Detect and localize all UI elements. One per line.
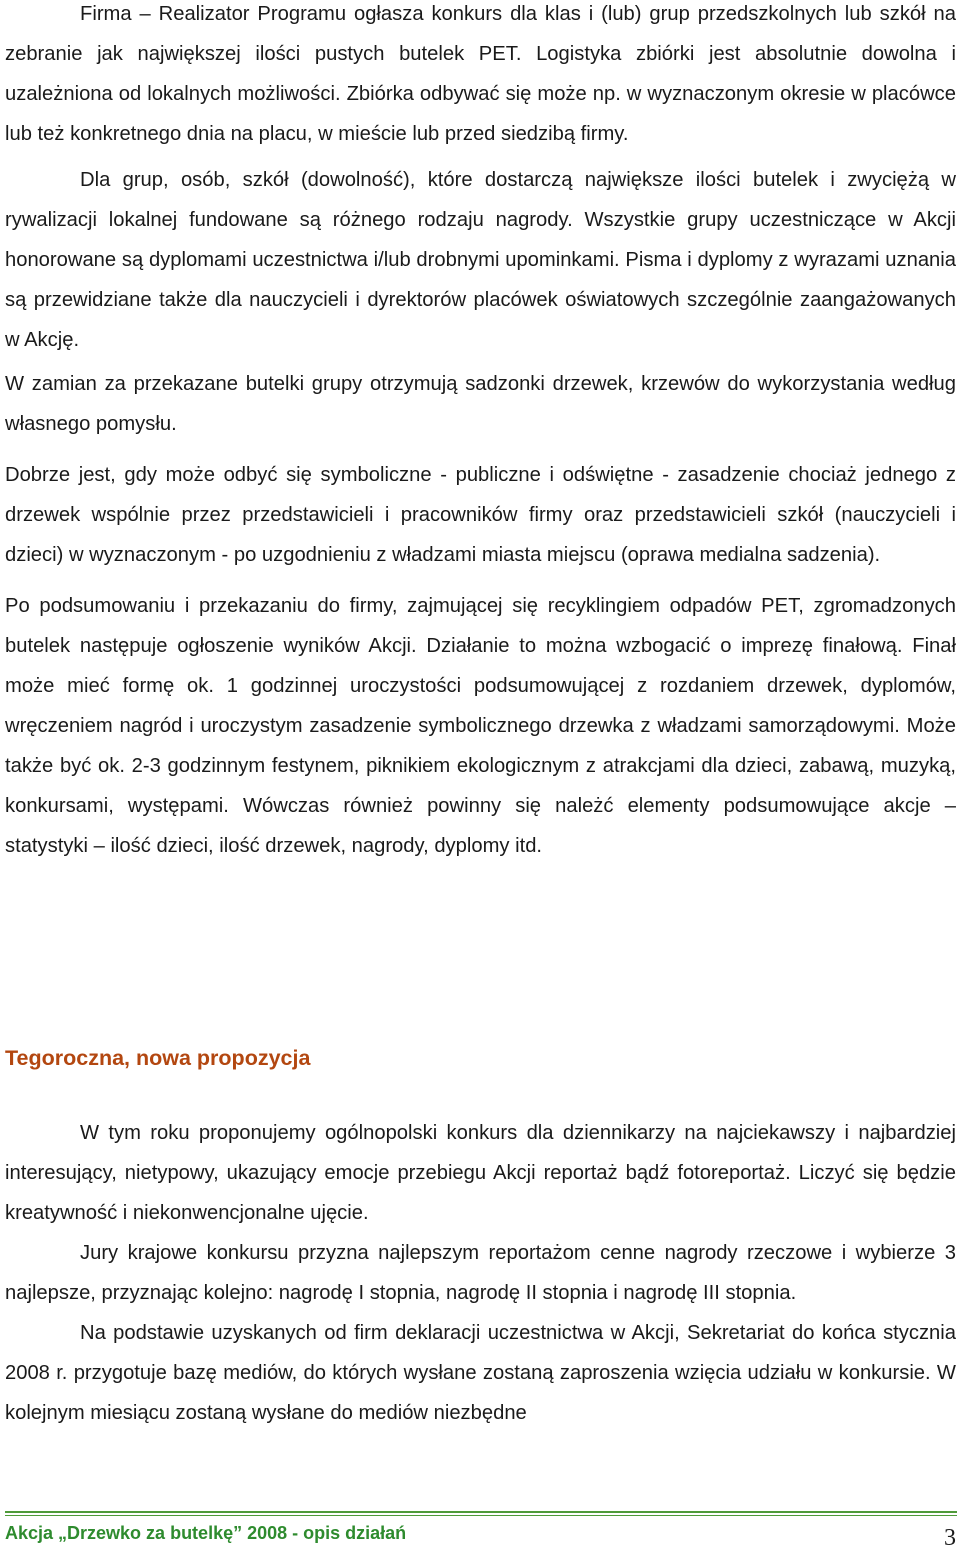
paragraph-media: Na podstawie uzyskanych od firm deklaracji uczestnictwa w Akcji, Sekretariat do końca stycznia 2008 r. przygotuje bazę mediów, do których wysłane zostaną zaproszenia wzięcia udziału w konkursie. W kolejnym miesiącu zostaną wysłane do mediów niezbędne [5,1322,956,1424]
body-text-bottom [5,1113,956,1433]
body-text-top [5,0,956,866]
section-heading: Tegoroczna, nowa propozycja [5,1046,311,1070]
paragraph-planting: Dobrze jest, gdy może odbyć się symboliczne - publiczne i odświętne - zasadzenie chociaż jednego z drzewek wspólnie przez przedstawicieli i pracowników firmy oraz przedstawicieli szkół (nauczycieli i dzieci) w wyznaczonym - po uzgodnieniu z władzami miasta miejscu (oprawa medialna sadzenia). [5,464,956,566]
footer-title: Akcja „Drzewko za butelkę” 2008 - opis działań [5,1523,407,1543]
paragraph-exchange: W zamian za przekazane butelki grupy otrzymują sadzonki drzewek, krzewów do wykorzystania według własnego pomysłu. [5,373,956,435]
footer-rule [5,1511,957,1513]
footer-rule-thin [5,1515,957,1516]
paragraph-summary: Po podsumowaniu i przekazaniu do firmy, zajmującej się recyklingiem odpadów PET, zgromadzonych butelek następuje ogłoszenie wyników Akcji. Działanie to można wzbogacić o imprezę finałową. Finał może mieć formę ok. 1 godzinnej uroczystości podsumowującej z rozdaniem drzewek, dyplomów, wręczeniem nagród i uroczystym zasadzenie symbolicznego drzewka z władzami samorządowymi. Może także być ok. 2-3 godzinnym festynem, piknikiem ekologicznym z atrakcjami dla dzieci, zabawą, muzyką, konkursami, występami. Wówczas również powinny się należć elementy podsumowujące akcje – statystyki – ilość dzieci, ilość drzewek, nagrody, dyplomy itd. [5,595,956,857]
paragraph-intro: Firma – Realizator Programu ogłasza konkurs dla klas i (lub) grup przedszkolnych lub szkół na zebranie jak największej ilości pustych butelek PET. Logistyka zbiórki jest absolutnie dowolna i uzależniona od lokalnych możliwości. Zbiórka odbywać się może np. w wyznaczonym okresie w placówce lub też konkretnego dnia na placu, w mieście lub przed siedzibą firmy. [5,3,956,145]
paragraph-jury: Jury krajowe konkursu przyzna najlepszym reportażom cenne nagrody rzeczowe i wybierze 3 najlepsze, przyznając kolejno: nagrodę I stopnia, nagrodę II stopnia i nagrodę III stopnia. [5,1242,956,1304]
page-number: 3 [944,1525,956,1551]
paragraph-prizes: Dla grup, osób, szkół (dowolność), które dostarczą największe ilości butelek i zwyciężą w rywalizacji lokalnej fundowane są różnego rodzaju nagrody. Wszystkie grupy uczestniczące w Akcji honorowane są dyplomami uczestnictwa i/lub drobnymi upominkami. Pisma i dyplomy z wyrazami uznania są przewidziane także dla nauczycieli i dyrektorów placówek oświatowych szczególnie zaangażowanych w Akcję. [5,169,956,351]
paragraph-contest: W tym roku proponujemy ogólnopolski konkurs dla dziennikarzy na najciekawszy i najbardziej interesujący, nietypowy, ukazujący emocje przebiegu Akcji reportaż bądź fotoreportaż. Liczyć się będzie kreatywność i niekonwencjonalne ujęcie. [5,1122,956,1224]
